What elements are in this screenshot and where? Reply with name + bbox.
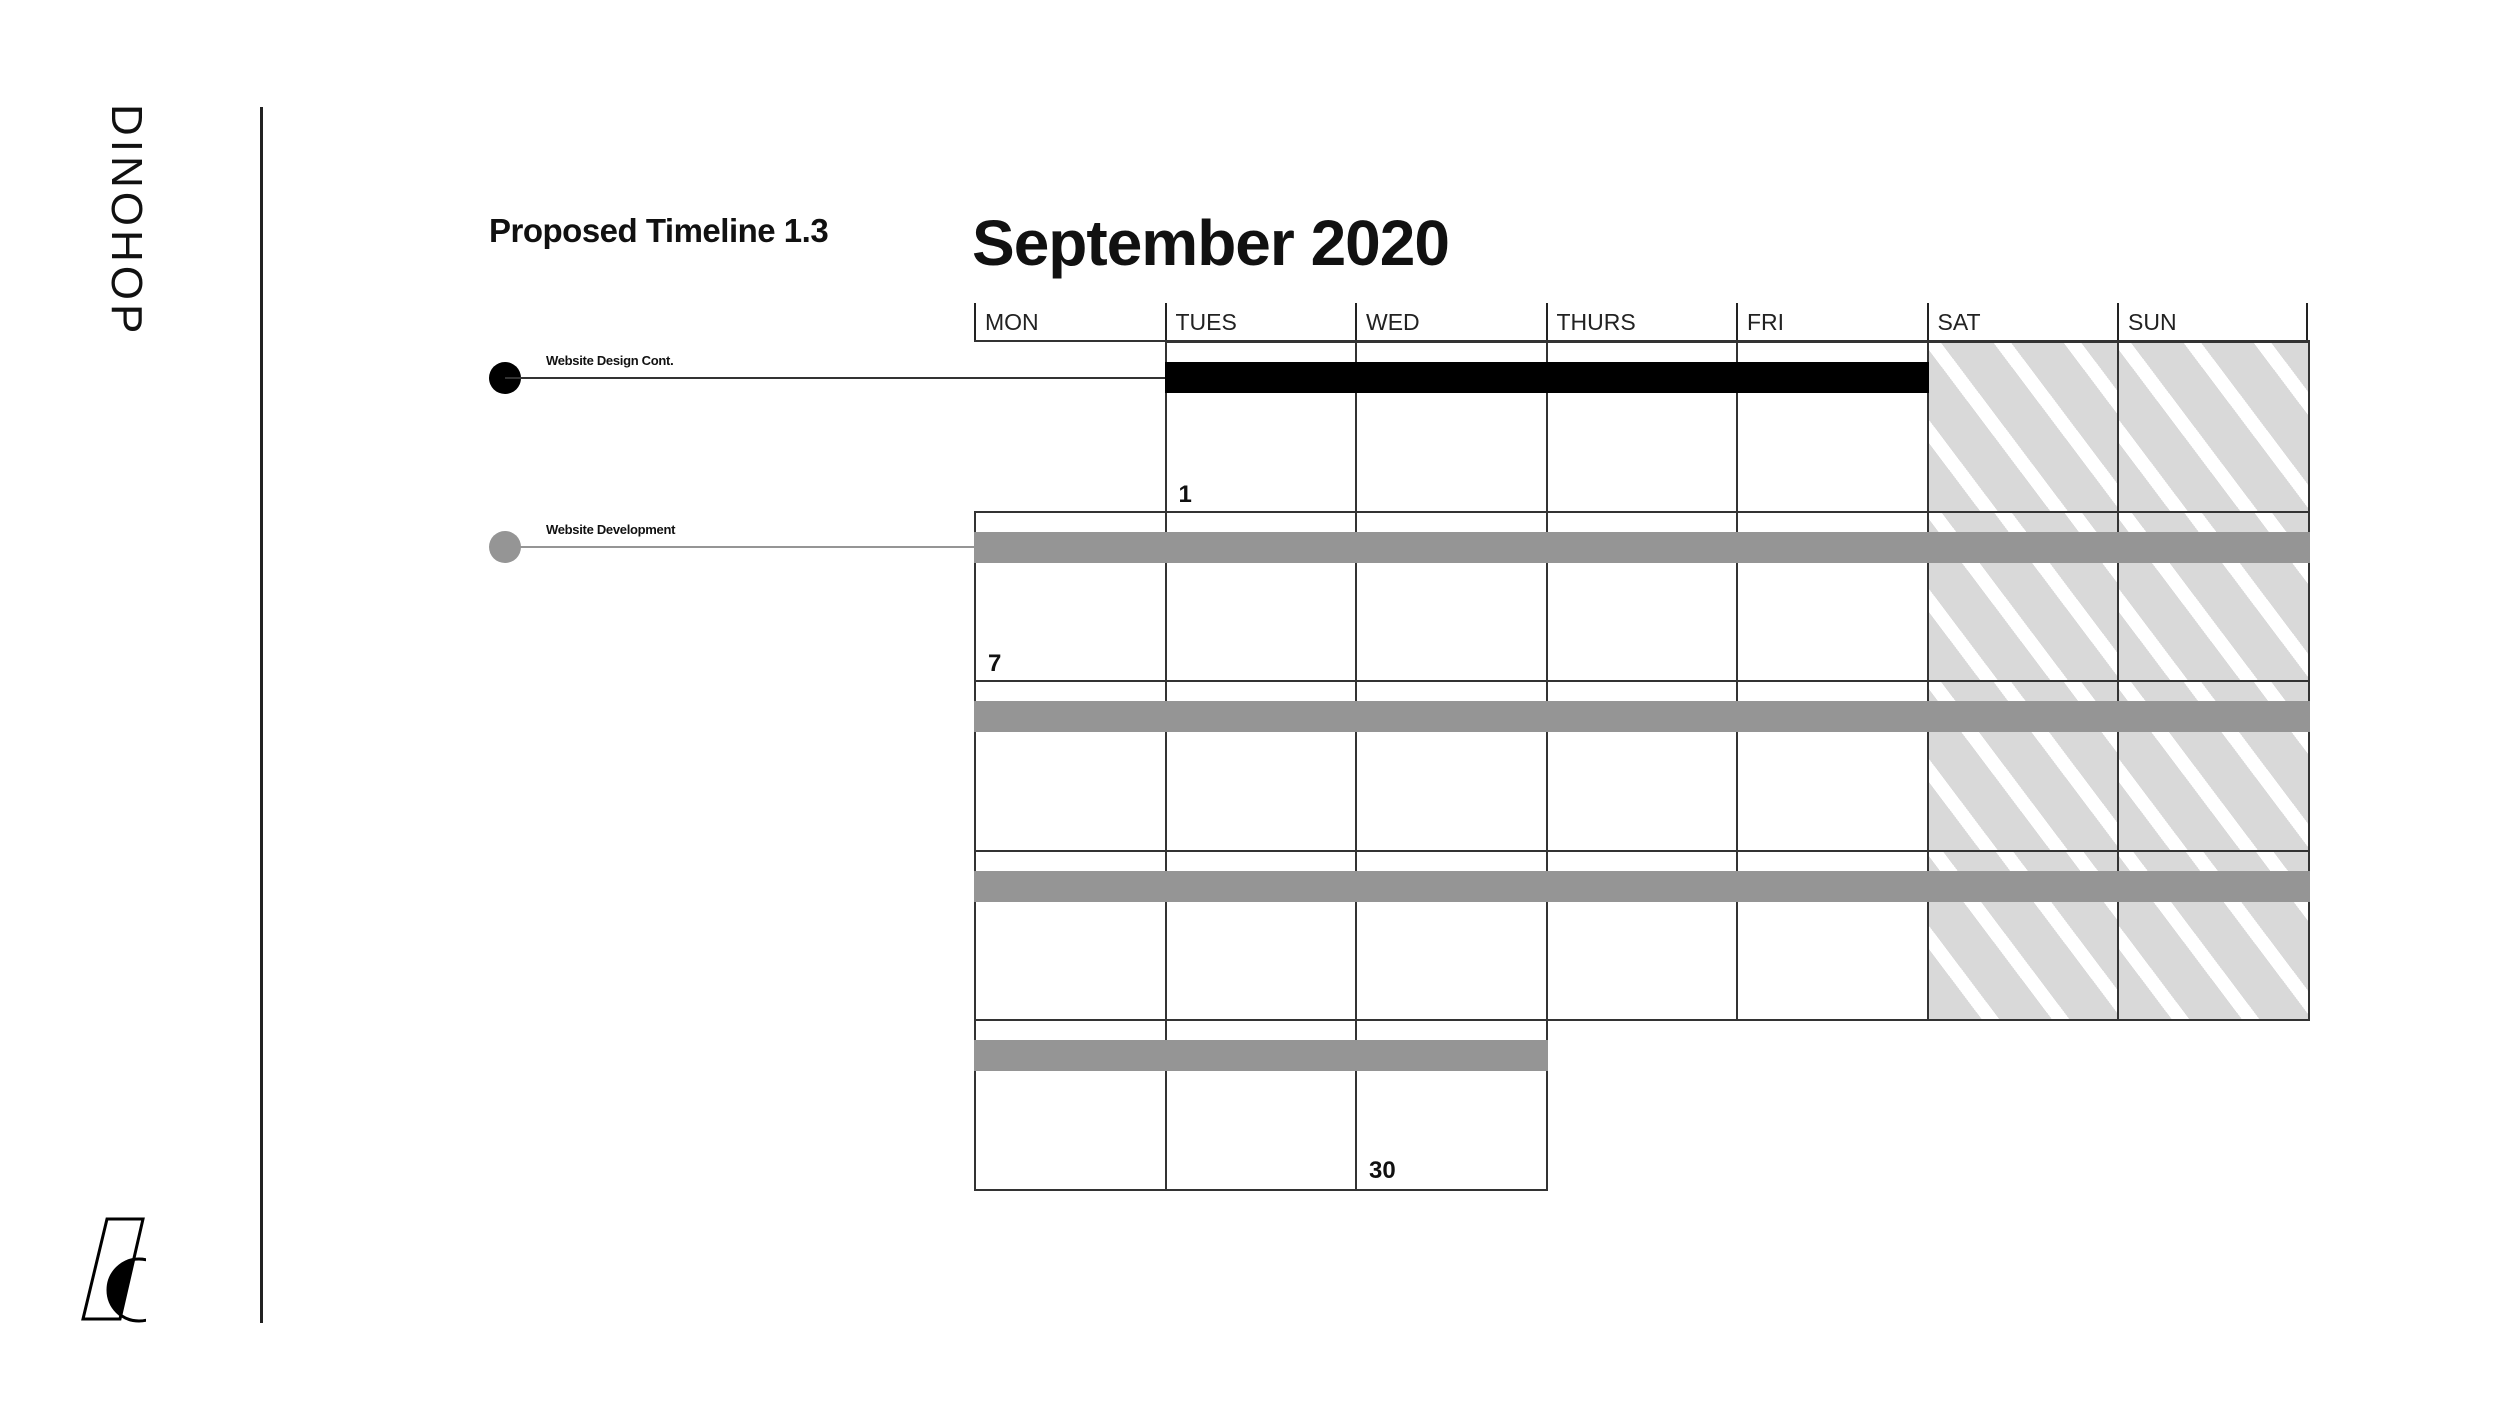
task-bar[interactable] bbox=[974, 532, 2310, 563]
task-label: Website Development bbox=[546, 522, 676, 537]
date-label: 1 bbox=[1178, 480, 1192, 508]
task-bar[interactable] bbox=[974, 1040, 1548, 1071]
task-connector-line bbox=[505, 377, 1165, 379]
weekday-header: MON bbox=[974, 303, 1165, 341]
task-bar[interactable] bbox=[974, 701, 2310, 732]
dinohop-logo-icon bbox=[76, 1212, 146, 1328]
task-connector-line bbox=[505, 546, 974, 548]
task-bar[interactable] bbox=[1165, 362, 1929, 393]
day-cell[interactable] bbox=[2117, 341, 2310, 513]
weekday-header: WED bbox=[1355, 303, 1546, 341]
weekday-header: SAT bbox=[1927, 303, 2118, 341]
weekday-header: SUN bbox=[2117, 303, 2308, 341]
weekday-header: THURS bbox=[1546, 303, 1737, 341]
date-label: 7 bbox=[988, 650, 1002, 677]
calendar-title: September 2020 bbox=[972, 207, 1449, 279]
page-subtitle: Proposed Timeline 1.3 bbox=[489, 212, 829, 249]
brand-wordmark: DINOHOP bbox=[102, 104, 151, 338]
sidebar-divider bbox=[260, 107, 263, 1323]
task-label: Website Design Cont. bbox=[546, 352, 674, 368]
date-label: 30 bbox=[1369, 1156, 1396, 1184]
day-cell[interactable] bbox=[1927, 341, 2120, 513]
task-bar[interactable] bbox=[974, 871, 2310, 902]
weekday-header: TUES bbox=[1165, 303, 1356, 341]
weekday-header: FRI bbox=[1736, 303, 1927, 341]
